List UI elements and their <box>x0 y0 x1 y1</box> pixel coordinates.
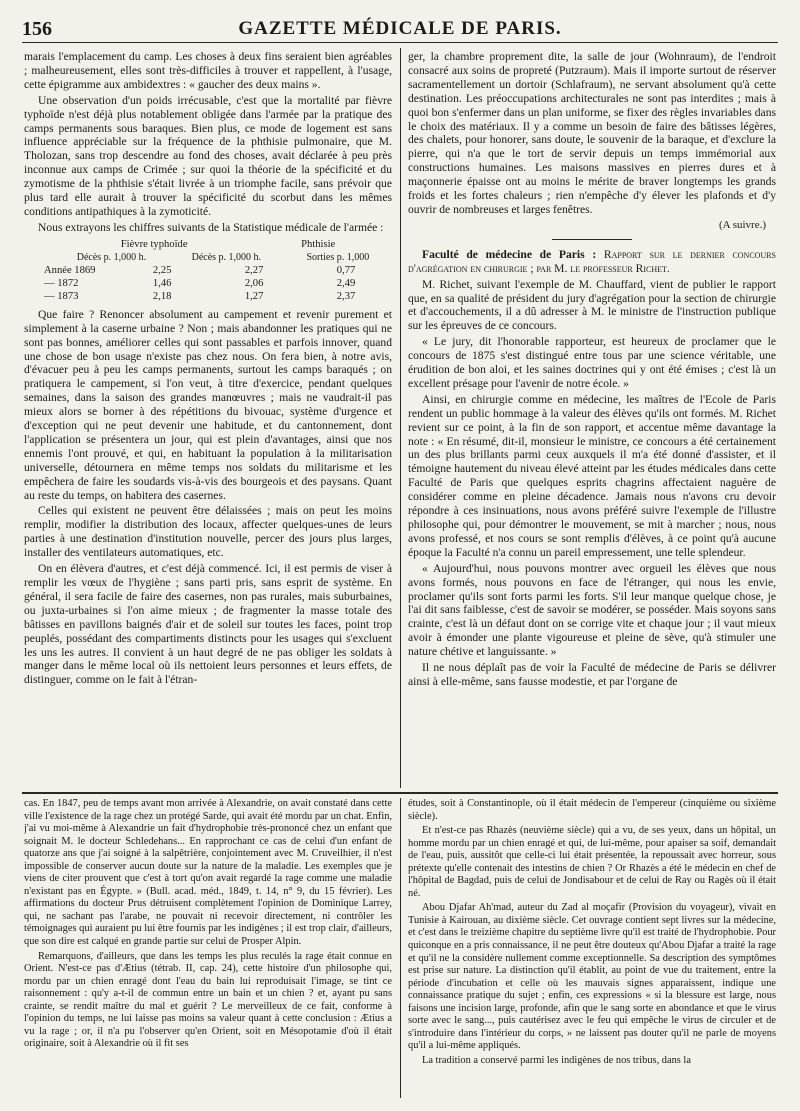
table-cell: 1,46 <box>152 277 172 289</box>
paragraph: Ainsi, en chirurgie comme en médecine, les maîtres de l'Ecole de Paris rendent un public hommage à la valeur des élèves qu'ils ont formés. M. Richet revient sur ce point, à la fin de son rapport, et accentue même davantage la note : « En résumé, dit-il, monsieur le ministre, ce concours a été certainement un des plus brillants parmi ceux auxquels il m'a été donné d'assister, et il témoigne hautement du niveau élevé atteint par les études médicales dans cette Faculté de Paris que quelques esprits chagrins affectaient naguère de considérer comme en pleine décadence. Jamais nous n'avons cru devoir répondre à ces insinuations, nous avons préféré suivre l'exemple de l'illustre philosophe qui, pour démontrer le mouvement, se mit à marcher ; nous, nous avons professé, et nos cours se sont remplis d'élèves, à ce point qu'à aucune époque la Faculté n'a connu un pareil empressement, une telle splendeur. <box>408 392 776 559</box>
paragraph: Nous extrayons les chiffres suivants de la Statistique médicale de l'armée : <box>38 220 384 234</box>
table-cell: 1,27 <box>244 290 264 302</box>
table-subhead: Décès p. 1,000 h. <box>76 251 147 263</box>
paragraph: « Aujourd'hui, nous pouvons montrer avec orgueil les élèves que nous avons formés, nous pouvons en face de l'étranger, qui nous les envie, proclamer qu'ils sont forts parmi les forts. S'il leur manque quelque chose, je l'ai dit sans faiblesse, c'est de savoir se modérer, se posséder. Mais soyons sans crainte, c'est là un défaut dont on se corrige vite et chaque jour ; il vaut mieux avoir à émonder une plante vigoureuse et pleine de sève, qu'à stimuler une nature chétive et languissante. » <box>408 561 776 659</box>
paragraph: La tradition a conservé parmi les indigènes de nos tribus, dans la <box>422 1054 691 1066</box>
table-cell-year: — 1872 <box>44 277 79 289</box>
table-row <box>24 277 392 290</box>
table-cell: 2,06 <box>244 277 264 289</box>
table-head-typhoid: Fièvre typhoïde <box>120 238 188 250</box>
bottom-left-column <box>24 798 392 1104</box>
table-subhead: Décès p. 1,000 h. <box>191 251 262 263</box>
top-right-column <box>408 50 776 790</box>
table-cell-year: Année 1869 <box>44 264 96 276</box>
table-cell: 0,77 <box>336 264 356 276</box>
table-cell-year: — 1873 <box>44 290 79 302</box>
bottom-column-rule <box>400 798 401 1098</box>
table-subhead: Sorties p. 1,000 <box>306 251 370 263</box>
table-cell: 2,49 <box>336 277 356 289</box>
paragraph: Il ne nous déplaît pas de voir la Faculté de médecine de Paris se délivrer ainsi à elle-même, sans fausse modestie, et par l'organe de <box>408 661 776 688</box>
paragraph: On en élèvera d'autres, et c'est déjà commencé. Ici, il est permis de viser à remplir les vœux de l'hygiène ; sans parti pris, sans esprit de système. En général, il sera facile de faire des casernes, non pas rurales, mais suburbaines, ou juxta-urbaines si l'on aime mieux ; de fragmenter la masse totale des bâtisses en pavillons baignés d'air et de soleil sur toutes les faces, point trop peuplés, possédant des compartiments distincts pour les usages qui s'excluent les uns les autres. Il convient à un haut degré de ne pas obliger les soldats à manger dans le même local où ils nettoient leurs personnes et leurs effets, de distinguer, comme on le fait à l'étran- <box>24 562 392 687</box>
bottom-right-column <box>408 798 776 1104</box>
journal-title: GAZETTE MÉDICALE DE PARIS. <box>238 18 562 39</box>
section-subtitle: Rapport sur le dernier concours d'agrégation en chirurgie ; par M. le professeur Richet. <box>408 247 776 275</box>
paragraph: cas. En 1847, peu de temps avant mon arrivée à Alexandrie, on avait constaté dans cette ville l'existence de la rage chez un protégé Sarde, qui avait été mordu par un chat. Enfin, j'ai vu moi-même à Alexandrie un fait d'hydrophobie très-prononcé chez un enfant que soignait M. le docteur Schledehans... En rapprochant ce cas de celui d'un enfant de quatorze ans que j'ai soigné à la salpêtrière, conjointement avec M. Cruveilhier, il n'est impossible de conserver aucun doute sur la nature de la maladie. Les exemples que je viens de citer prouvent que c'est à tort qu'on avait regardé la rage comme une maladie n'existant pas en Égypte. » (Bull. acad. méd., 1849, t. 14, n° 9, du 15 février). Les affirmations du docteur Prus détruisent complètement l'opinion de Dominique Larrey, qui, ne sachant pas l'arabe, ne pouvait ni recevoir directement, ni contrôler les témoignages qui auraient pu lui être fournis par les indigènes ; il est trop clair, d'ailleurs, que son dire est calqué en grande partie sur celui de Prosper Alpin. <box>24 798 392 948</box>
section-title: Faculté de médecine de Paris : <box>422 247 597 261</box>
paragraph: Et n'est-ce pas Rhazès (neuvième siècle) qui a vu, de ses yeux, dans un hôpital, un homme mordu par un chien enragé et qui, de lui-même, pour apaiser sa soif, demandait de l'eau, puis, aussitôt que celle-ci lui était présentée, la repoussait avec horreur, sous prétexte qu'elle contenait des intestins de chien ? Or Rhazès a été le médecin en chef de l'hôpital de Bagdad, puis de celui de Jondisabour et de celui de Ray ou Ragès où il était né. <box>408 825 776 899</box>
table-cell: 2,18 <box>152 290 172 302</box>
paragraph: Celles qui existent ne peuvent être délaissées ; mais on peut les moins remplir, modifier la distribution des locaux, affecter quelques-unes de leurs parties à une destination d'institution nouvelle, percer des jours plus larges, installer des ventilateurs automatiques, etc. <box>24 504 392 560</box>
paragraph: Une observation d'un poids irrécusable, c'est que la mortalité par fièvre typhoïde n'est déjà plus notablement obligée dans l'armée par la pratique des camps permanents sous baraques. Bien plus, ce mode de logement est sans influence appréciable sur la fréquence de la phthisie pulmonaire, que M. Tholozan, sans trop descendre au fond des choses, avait déclarée à peu près inconnue aux camps de Crimée ; sur quoi la théorie de la spécificité et du zymotisme de la phthisie s'était livrée à un triomphe facile, sans prévoir que plus tard elle aurait à trouver la spécificité du scorbut dans les mêmes conditions antipathiques à la zymoticité. <box>24 93 392 218</box>
paragraph: ger, la chambre proprement dite, la salle de jour (Wohnraum), de l'endroit consacré aux soins de propreté (Putzraum). Mais il importe surtout de réserver sacramentellement un dortoir (Schlafraum), ne servant absolument qu'à cette destination. Les préoccupations architecturales ne sont pas interdites ; mais à quoi bon s'enfermer dans un plan uniforme, se fixer des règles invariables dans le choix des matériaux. Il y a comme un besoin de faire des bâtisses légères, des chalets, pour honorer, sans doute, le souvenir de la baraque, et d'exclure la pierre, qui n'a que le tort de servir depuis un temps immémorial aux constructions humaines. Les maisons massives en pierres dures et à maçonnerie épaisse ont au moins le mérite de braver longtemps les grands froids et les fortes chaleurs ; rien n'empêche d'y élever les plafonds et d'y ouvrir de nombreuses et larges fenêtres. <box>408 50 776 216</box>
page-header <box>22 12 778 43</box>
paragraph: études, soit à Constantinople, où il était médecin de l'empereur (cinquième ou sixième siècle). <box>408 798 776 822</box>
page-number: 156 <box>22 18 52 40</box>
paragraph: M. Richet, suivant l'exemple de M. Chauffard, vient de publier le rapport que, en sa qualité de président du jury d'agrégation pour la section de chirurgie et d'accouchements, il a dû adresser à M. le ministre de l'instruction publique sur les épreuves de ce concours. <box>408 277 776 333</box>
paragraph: Que faire ? Renoncer absolument au campement et revenir purement et simplement à la caserne urbaine ? Non ; mais abandonner les pratiques qui ne sont pas bonnes, améliorer celles qui sont passables et parfois innover, quand une chose de bon usage n'existe pas chez nous. On fera bien, à notre avis, d'évacuer peu à peu les camps permanents, surtout les camps baraqués ; on pratiquera le campement, si l'on veut, à titre d'exercice, pendant quelques semaines, dans la saison des grandes manœuvres ; mais ne vaudrait-il pas mieux alors se borner à des répétitions du bivouac, système d'urgence et d'exception qui ne peut devenir une habitude, et du cantonnement, dont l'application se présentera un jour, qui est plein d'avantages, ainsi que nos ennemis l'ont prouvé, et qui, en habituant la population à la militarisation universelle, détournera en même temps nos soldats du militarisme et les empêchera de faire les soudards vis-à-vis des bourgeois et des paysans. Quant au reste du temps, on habitera des casernes. <box>24 307 392 502</box>
to-be-continued: (A suivre.) <box>718 218 766 231</box>
top-left-column <box>24 50 392 790</box>
paragraph: Remarquons, d'ailleurs, que dans les temps les plus reculés la rage était connue en Orient. N'est-ce pas d'Ætius (tétrab. II, cap. 24), cette histoire d'un philosophe qui, mordu par un chien enragé dont l'eau du bain lui reproduisait l'image, se tint ce raisonnement : qu'y a-t-il de commun entre un bain et un chien ? et, ayant pu sans crainte, se rendit maître du mal et guérit ? Le merveilleux de ce fait, conforme à l'opinion du temps, ne lui laisse pas moins sa valeur quant à cette conclusion : Ætius a vu la rage ; or, il n'a pu l'observer qu'en Orient, soit en Mésopotamie d'où il était originaire, soit à Alexandrie où il fit ses <box>24 950 392 1050</box>
paragraph: « Le jury, dit l'honorable rapporteur, est heureux de proclamer que le concours de 1875 s'est distingué entre tous par une science véritable, une érudition de bon aloi, et les saines doctrines qui y ont été émises ; c'est là un excellent présage pour l'avenir de notre école. » <box>408 335 776 390</box>
top-column-rule <box>400 48 401 788</box>
statistics-table <box>24 238 392 303</box>
section-divider <box>22 792 778 794</box>
table-cell: 2,27 <box>244 264 264 276</box>
section-heading <box>408 248 776 276</box>
table-row <box>24 290 392 303</box>
table-cell: 2,25 <box>152 264 172 276</box>
paragraph: marais l'emplacement du camp. Les choses à deux fins seraient bien agréables ; malheureusement, elles sont très-difficiles à trouver et rappellent, à l'usage, cette épigramme aux ambidextres : « gaucher des deux mains ». <box>24 50 392 91</box>
paragraph: Abou Djafar Ah'mad, auteur du Zad al moçafir (Provision du voyageur), vivait en Tunisie à Kairouan, au dixième siècle. Cet ouvrage contient sept livres sur la médecine, et c'est dans le treizième chapitre du septième livre qu'il est traité de l'hydrophobie. Pour quiconque en a pris connaissance, il ne peut être douteux qu'Abou Djafar a traité la rage et qu'il ne la considère nullement comme exceptionnelle. Sa description des symptômes est prise sur nature. La distinction qu'il établit, au point de vue du traitement, entre la période d'incubation et celle où les mauvais signes apparaissent, indique une connaissance pratique du sujet ; enfin, ces expressions « si la blessure est large, nous faisons une incision large, profonde, afin que le sang sorte en abondance et que le virus sorte avec le sang..., puis cautérisez avec le feu qui empêche le virus de circuler et de s'introduire dans l'intérieur du corps, » ne laissent pas douter qu'il ne parle de moyens qu'il a lui-même appliqués. <box>408 902 776 1052</box>
article-separator <box>552 239 632 240</box>
table-head-phthisis: Phthisie <box>301 238 336 250</box>
table-row <box>24 264 392 277</box>
table-cell: 2,37 <box>336 290 356 302</box>
